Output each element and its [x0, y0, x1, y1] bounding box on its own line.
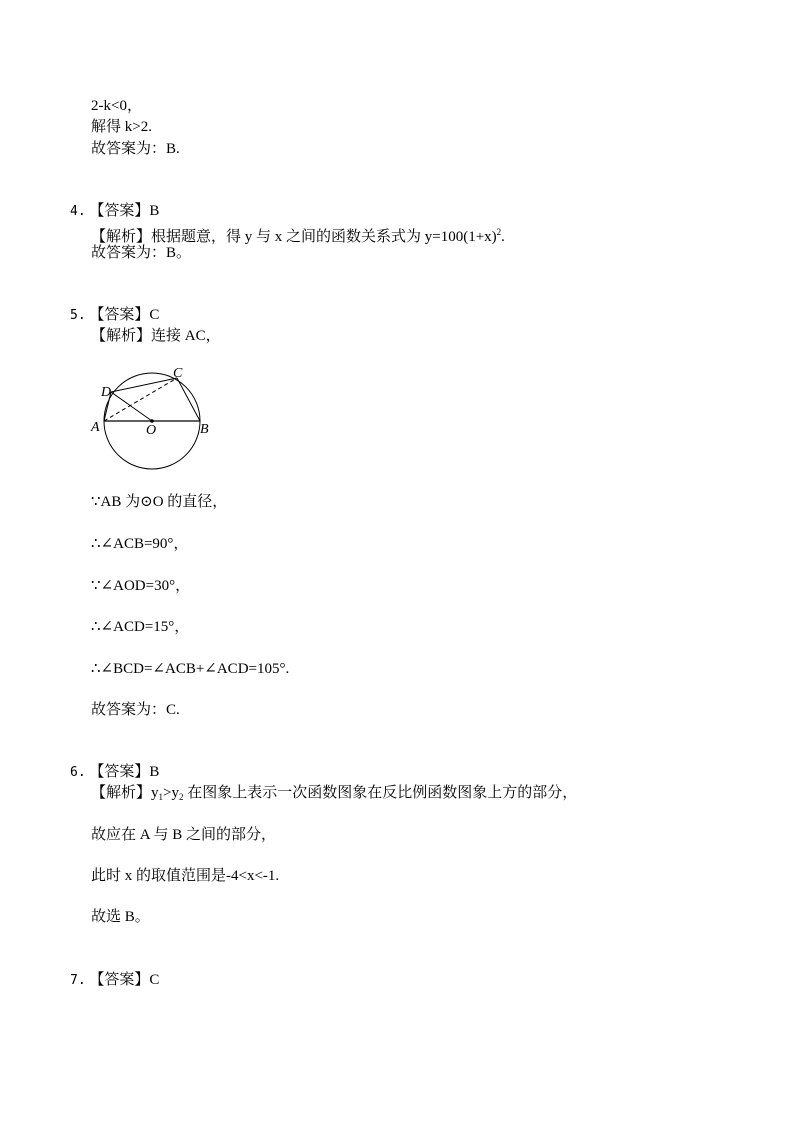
q6-answer: [70, 762, 159, 783]
answer-label: 【答案】B: [89, 764, 160, 780]
label-a: A: [91, 420, 100, 435]
text-line: 故答案为：B.: [91, 141, 180, 157]
exponent: 2: [496, 227, 502, 237]
segment-ac-dashed: [104, 378, 177, 421]
analysis-text: 【解析】y: [91, 785, 159, 801]
q4-answer: [70, 201, 159, 222]
answer-label: 【答案】B: [89, 203, 160, 219]
answer-label: 【答案】C: [89, 307, 160, 323]
label-b: B: [200, 422, 209, 437]
label-d: D: [101, 385, 112, 400]
segment-cb: [177, 378, 200, 421]
label-o: O: [146, 423, 157, 438]
q6-step: 此时 x 的取值范围是-4<x<-1.: [91, 868, 280, 884]
q5-step: ∵AB 为⊙O 的直径，: [91, 494, 228, 510]
q5-conclusion: 故答案为：C.: [91, 702, 180, 718]
q5-step: ∵∠AOD=30°，: [91, 578, 191, 594]
question-number: 5.: [70, 308, 86, 323]
q5-step: ∴∠ACB=90°，: [91, 536, 189, 552]
circle-diagram: [86, 362, 216, 477]
answer-label: 【答案】C: [89, 972, 160, 988]
question-number: 7.: [70, 973, 86, 988]
label-c: C: [173, 366, 183, 381]
question-number: 4.: [70, 204, 86, 219]
q5-answer: [70, 305, 159, 326]
analysis-text: 在图象上表示一次函数图象在反比例函数图象上方的部分，: [183, 785, 578, 801]
q7-answer: [70, 970, 159, 991]
text-line: 解得 k>2.: [91, 119, 152, 135]
analysis-text: 【解析】根据题意，得 y 与 x 之间的函数关系式为 y=100(1+x): [91, 229, 497, 245]
q6-step: 故应在 A 与 B 之间的部分，: [91, 827, 277, 843]
question-number: 6.: [70, 765, 86, 780]
q4-conclusion: 故答案为：B。: [91, 245, 192, 261]
q5-analysis: 【解析】连接 AC，: [91, 328, 221, 344]
q5-step: ∴∠ACD=15°，: [91, 619, 190, 635]
subscript: 1: [158, 792, 164, 802]
q6-analysis: [91, 783, 577, 807]
text-line: 2-k<0，: [91, 98, 142, 114]
segment-do: [111, 392, 152, 421]
analysis-text: >y: [163, 785, 179, 801]
punct: .: [501, 229, 505, 245]
q6-conclusion: 故选 B。: [91, 909, 150, 925]
q5-step: ∴∠BCD=∠ACB+∠ACD=105°.: [91, 661, 290, 677]
subscript: 2: [178, 792, 184, 802]
